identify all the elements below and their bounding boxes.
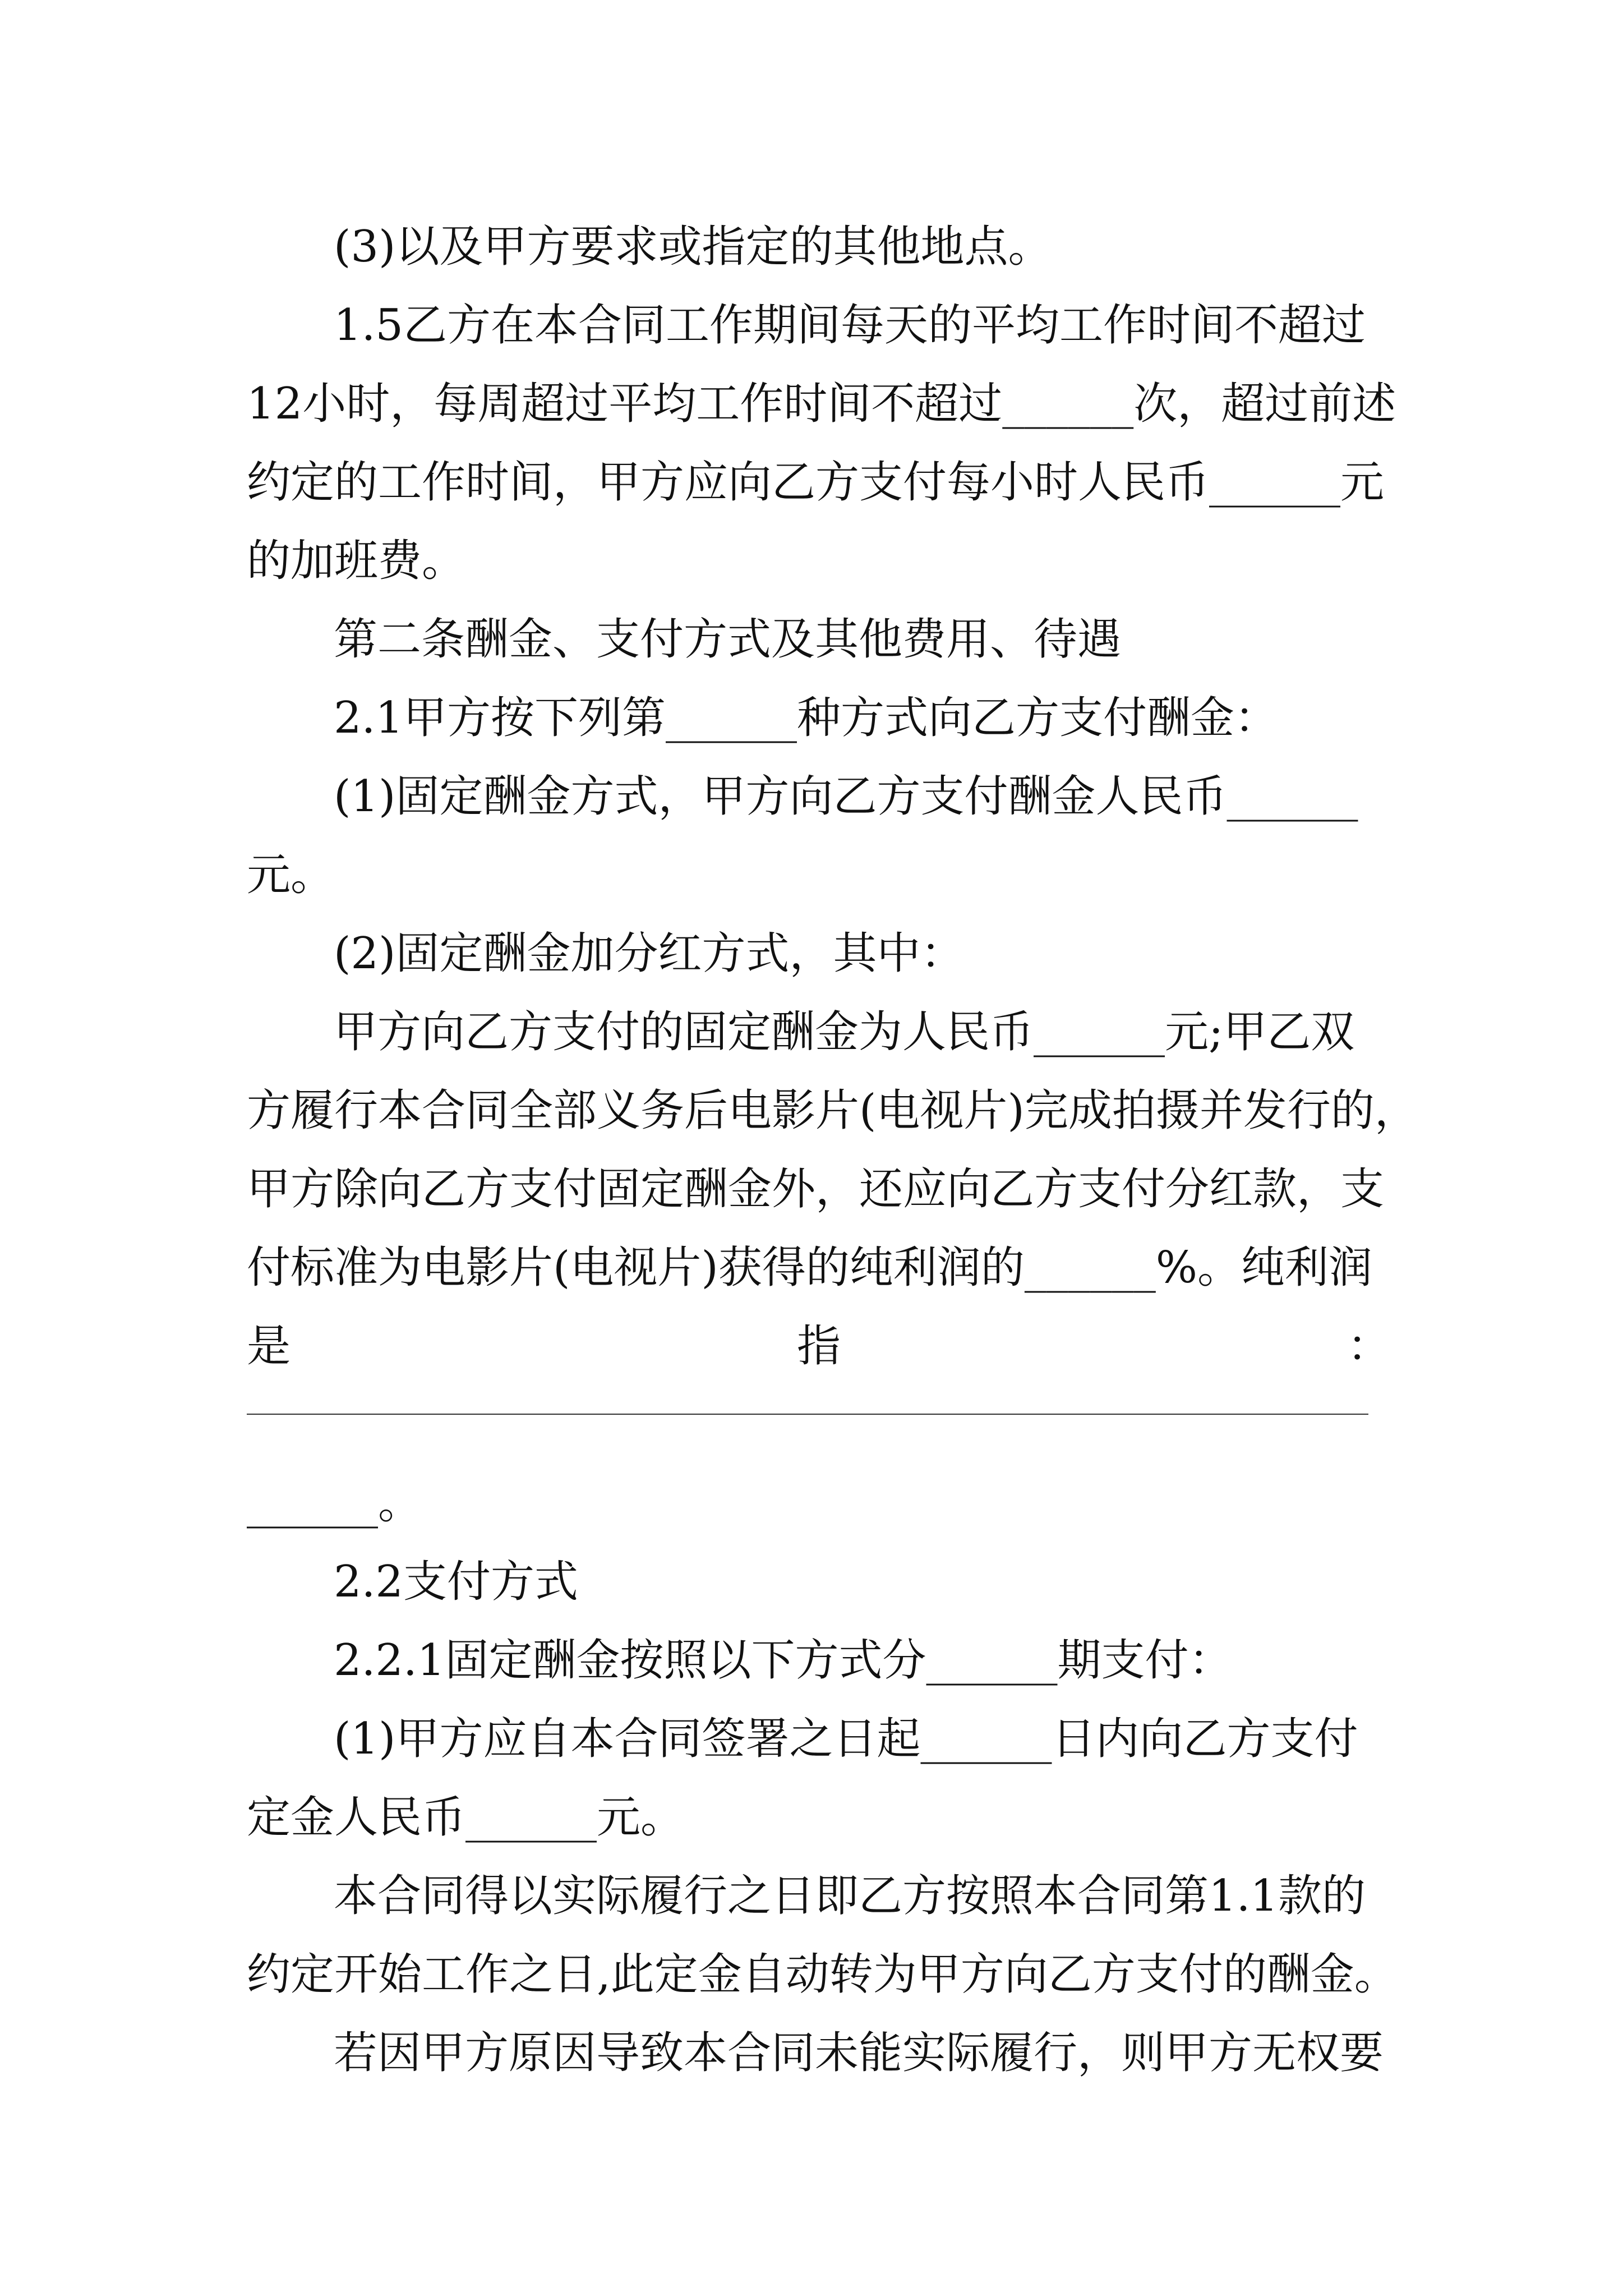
paragraph-line: 2.1甲方按下列第______种方式向乙方支付酬金： <box>334 693 1279 743</box>
justified-word: ： <box>1347 1321 1391 1372</box>
section-heading: 第二条酬金、支付方式及其他费用、待遇 <box>334 614 1122 665</box>
paragraph-line: ______。 <box>247 1478 422 1529</box>
paragraph-line: 2.2.1固定酬金按照以下方式分______期支付： <box>334 1635 1233 1686</box>
paragraph-line: 定金人民币______元。 <box>247 1792 685 1843</box>
justified-line <box>247 1307 1391 1386</box>
paragraph-line: 12小时，每周超过平均工作时间不超过______次，超过前述 <box>247 379 1396 429</box>
justified-word: 指 <box>796 1321 841 1372</box>
paragraph-line: 甲方向乙方支付的固定酬金为人民币______元;甲乙双 <box>334 1007 1355 1057</box>
paragraph-line: 的加班费。 <box>247 536 466 586</box>
paragraph-line: 方履行本合同全部义务后电影片(电视片)完成拍摄并发行的， <box>247 1085 1418 1136</box>
paragraph-line: 甲方除向乙方支付固定酬金外，还应向乙方支付分红款，支 <box>247 1164 1385 1214</box>
paragraph-line: 付标准为电影片(电视片)获得的纯利润的______%。纯利润 <box>247 1243 1372 1293</box>
paragraph-line: 元。 <box>247 850 335 900</box>
paragraph-line: (1)甲方应自本合同签署之日起______日内向乙方支付 <box>334 1714 1358 1764</box>
justified-word: 是 <box>247 1321 291 1372</box>
paragraph-line: 本合同得以实际履行之日即乙方按照本合同第1.1款的 <box>334 1871 1366 1921</box>
paragraph-line: 若因甲方原因导致本合同未能实际履行，则甲方无权要 <box>334 2028 1384 2078</box>
paragraph-line: (3)以及甲方要求或指定的其他地点。 <box>334 222 1052 272</box>
document-body <box>247 208 1418 2092</box>
paragraph-line: 1.5乙方在本合同工作期间每天的平均工作时间不超过 <box>334 300 1366 351</box>
fill-in-rule <box>247 1414 1368 1415</box>
section-heading: 2.2支付方式 <box>334 1557 579 1607</box>
paragraph-line: 约定的工作时间，甲方应向乙方支付每小时人民币______元 <box>247 457 1385 508</box>
paragraph-line: 约定开始工作之日,此定金自动转为甲方向乙方支付的酬金。 <box>247 1949 1398 2000</box>
paragraph-line: (2)固定酬金加分红方式，其中： <box>334 928 965 979</box>
paragraph-line: (1)固定酬金方式，甲方向乙方支付酬金人民币______ <box>334 771 1358 822</box>
